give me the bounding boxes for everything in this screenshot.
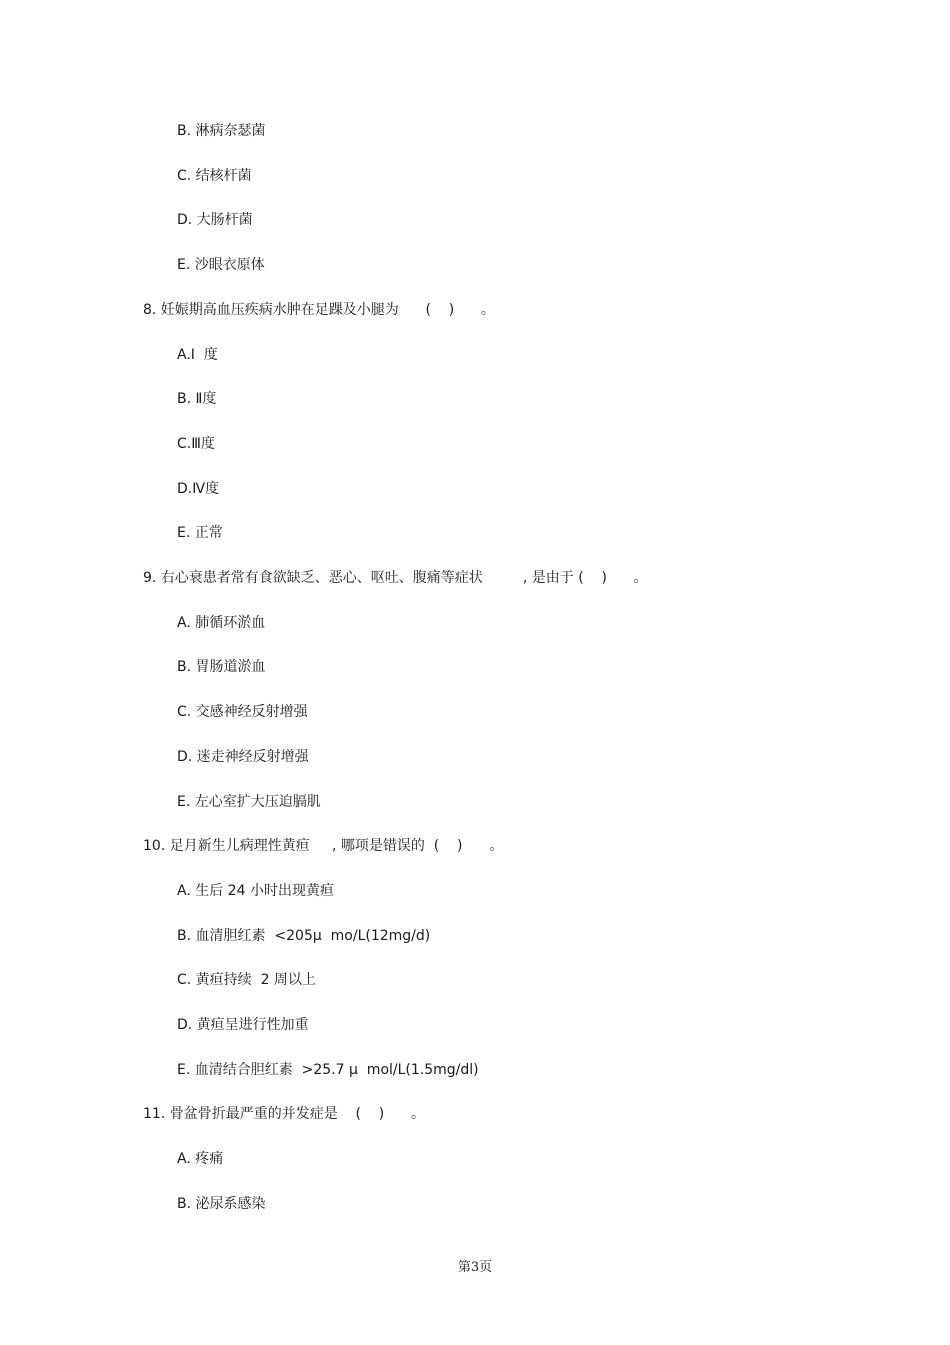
page-number: 第3页 (457, 1260, 493, 1275)
answer-option: C. 结核杆菌 (177, 168, 252, 184)
answer-option: B. 泌尿系感染 (177, 1196, 266, 1212)
answer-option: E. 沙眼衣原体 (177, 257, 265, 273)
answer-option: B. 淋病奈瑟菌 (177, 123, 266, 139)
answer-option: D. 大肠杆菌 (177, 212, 253, 228)
answer-option: B. 胃肠道淤血 (177, 659, 266, 675)
answer-option: C. 交感神经反射增强 (177, 704, 308, 720)
question-stem: 8. 妊娠期高血压疾病水肿在足踝及小腿为 ( ) 。 (143, 302, 495, 318)
answer-option: E. 正常 (177, 525, 223, 541)
answer-option: E. 血清结合胆红素 >25.7 μ mol/L(1.5mg/dl) (177, 1062, 479, 1078)
answer-option: B. 血清胆红素 <205μ mo/L(12mg/d) (177, 928, 431, 944)
question-stem: 9. 右心衰患者常有食欲缺乏、恶心、呕吐、腹痛等症状 , 是由于 ( ) 。 (143, 570, 648, 586)
answer-option: E. 左心室扩大压迫膈肌 (177, 794, 321, 810)
answer-option: D.Ⅳ度 (177, 481, 220, 497)
answer-option: A. 生后 24 小时出现黄疸 (177, 883, 334, 899)
answer-option: A. 肺循环淤血 (177, 615, 266, 631)
answer-option: D. 迷走神经反射增强 (177, 749, 309, 765)
answer-option: A.I 度 (177, 347, 218, 363)
answer-option: C. 黄疸持续 2 周以上 (177, 972, 316, 988)
question-stem: 11. 骨盆骨折最严重的并发症是 ( ) 。 (143, 1106, 425, 1122)
answer-option: C.Ⅲ度 (177, 436, 215, 452)
answer-option: D. 黄疸呈进行性加重 (177, 1017, 309, 1033)
question-stem: 10. 足月新生儿病理性黄疸 , 哪项是错误的 ( ) 。 (143, 838, 504, 854)
answer-option: B. Ⅱ度 (177, 391, 217, 407)
answer-option: A. 疼痛 (177, 1151, 224, 1167)
